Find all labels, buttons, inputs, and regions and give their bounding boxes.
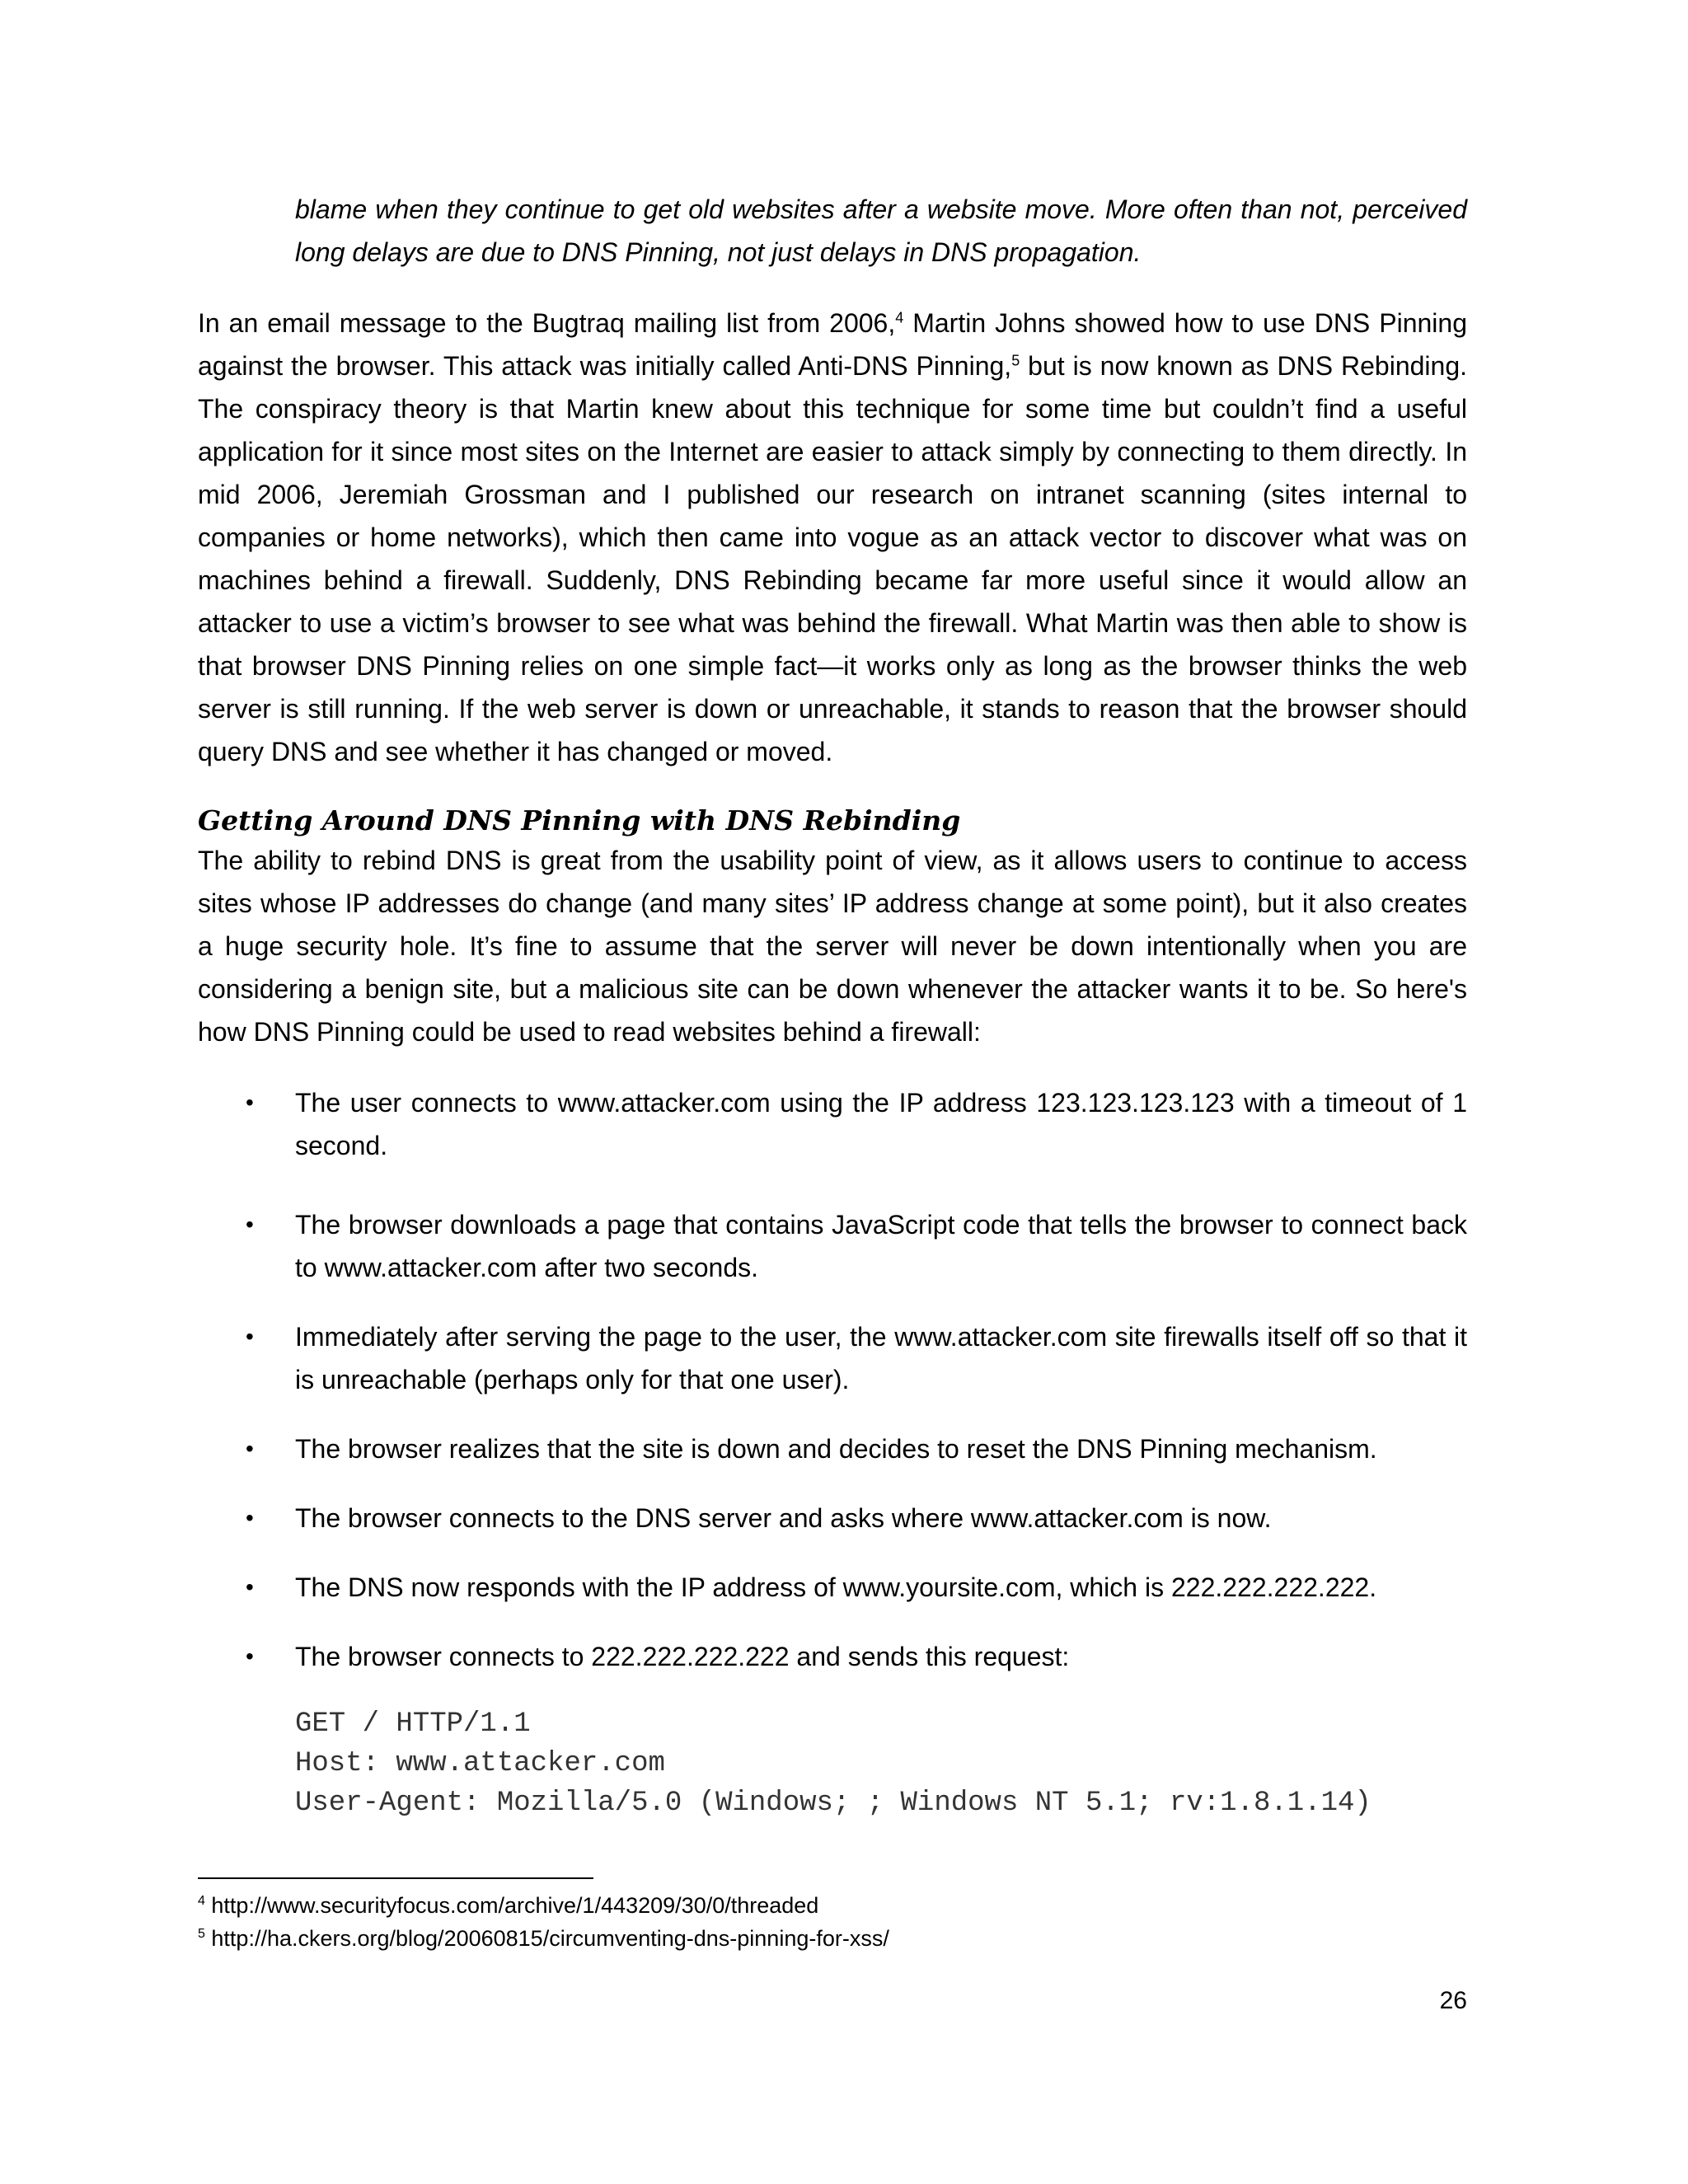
page-content — [198, 188, 1467, 1823]
footnote-divider — [198, 1877, 593, 1879]
section-heading: Getting Around DNS Pinning with DNS Rebinding — [198, 804, 961, 837]
list-item — [198, 1081, 1467, 1167]
body-paragraph-history — [198, 302, 1467, 773]
bullet-icon: • — [246, 1574, 254, 1600]
list-item-text: The user connects to www.attacker.com using the IP address 123.123.123.123 with a timeout of 1 second. — [295, 1088, 1467, 1160]
footnote-link[interactable]: http://ha.ckers.org/blog/20060815/circumventing-dns-pinning-for-xss/ — [204, 1926, 889, 1951]
para1-text-a: In an email message to the Bugtraq mailing list from 2006, — [198, 308, 896, 338]
list-item — [198, 1635, 1467, 1678]
bullet-icon: • — [246, 1436, 254, 1461]
footnote-ref-4[interactable]: 4 — [895, 309, 904, 326]
list-item — [198, 1566, 1467, 1609]
list-item-text: The browser realizes that the site is down and decides to reset the DNS Pinning mechanism. — [295, 1434, 1377, 1464]
para1-text-c: but is now known as DNS Rebinding. The conspiracy theory is that Martin knew about this technique for some time but couldn’t find a useful application for it since most sites on the Internet are easier to attack simply by connecting to them directly. In mid 2006, Jeremiah Grossman and I published our research on intranet scanning (sites internal to companies or home networks), which then came into vogue as an attack vector to discover what was on machines behind a firewall. Suddenly, DNS Rebinding became far more useful since it would allow an attacker to use a victim’s browser to see what was behind the firewall. What Martin was then able to show is that browser DNS Pinning relies on one simple fact—it works only as long as the browser thinks the web server is still running. If the web server is down or unreachable, it stands to reason that the browser should query DNS and see whether it has changed or moved. — [198, 351, 1468, 766]
code-line: User-Agent: Mozilla/5.0 (Windows; ; Windows NT 5.1; rv:1.8.1.14) — [295, 1788, 1372, 1819]
quoted-passage: blame when they continue to get old websites after a website move. More often than not, perceived long delays are due to DNS Pinning, not just delays in DNS propagation. — [295, 194, 1467, 267]
list-item-text: The browser connects to the DNS server and asks where www.attacker.com is now. — [295, 1503, 1272, 1533]
page-number: 26 — [1439, 1987, 1467, 2014]
footnote-link[interactable]: http://www.securityfocus.com/archive/1/443209/30/0/threaded — [204, 1893, 819, 1918]
bullet-icon: • — [246, 1643, 254, 1669]
code-line: Host: www.attacker.com — [295, 1748, 665, 1779]
list-item-text: Immediately after serving the page to the user, the www.attacker.com site firewalls itself off so that it is unreachable (perhaps only for that one user). — [295, 1322, 1467, 1394]
list-item — [198, 1203, 1467, 1289]
list-item-text: The browser connects to 222.222.222.222 and sends this request: — [295, 1642, 1070, 1671]
footnote-5 — [198, 1922, 889, 1955]
para1-text-b: Martin Johns showed how to use DNS Pinning against the browser. This attack was initially called Anti-DNS Pinning, — [198, 308, 1468, 381]
footnote-number: 5 — [198, 1927, 205, 1941]
bullet-icon: • — [246, 1212, 254, 1237]
footnotes — [198, 1889, 889, 1955]
list-item-text: The DNS now responds with the IP address of www.yoursite.com, which is 222.222.222.222. — [295, 1572, 1377, 1602]
bullet-icon: • — [246, 1324, 254, 1349]
footnote-number: 4 — [198, 1894, 205, 1908]
bullet-icon: • — [246, 1090, 254, 1115]
footnote-4 — [198, 1889, 889, 1922]
http-request-code-block — [295, 1704, 1467, 1823]
list-item — [198, 1497, 1467, 1540]
list-item — [198, 1427, 1467, 1470]
list-item — [198, 1315, 1467, 1401]
attack-steps-list — [198, 1081, 1467, 1678]
footnote-ref-5[interactable]: 5 — [1011, 352, 1020, 369]
body-paragraph-rebinding: The ability to rebind DNS is great from the usability point of view, as it allows users to continue to access sites whose IP addresses do change (and many sites’ IP address change at some point), but it also creates a huge security hole. It’s fine to assume that the server will never be down intentionally when you are considering a benign site, but a malicious site can be down whenever the attacker wants it to be. So here's how DNS Pinning could be used to read websites behind a firewall: — [198, 846, 1467, 1047]
list-item-text: The browser downloads a page that contains JavaScript code that tells the browser to connect back to www.attacker.com after two seconds. — [295, 1210, 1467, 1282]
code-line: GET / HTTP/1.1 — [295, 1708, 531, 1740]
bullet-icon: • — [246, 1505, 254, 1530]
